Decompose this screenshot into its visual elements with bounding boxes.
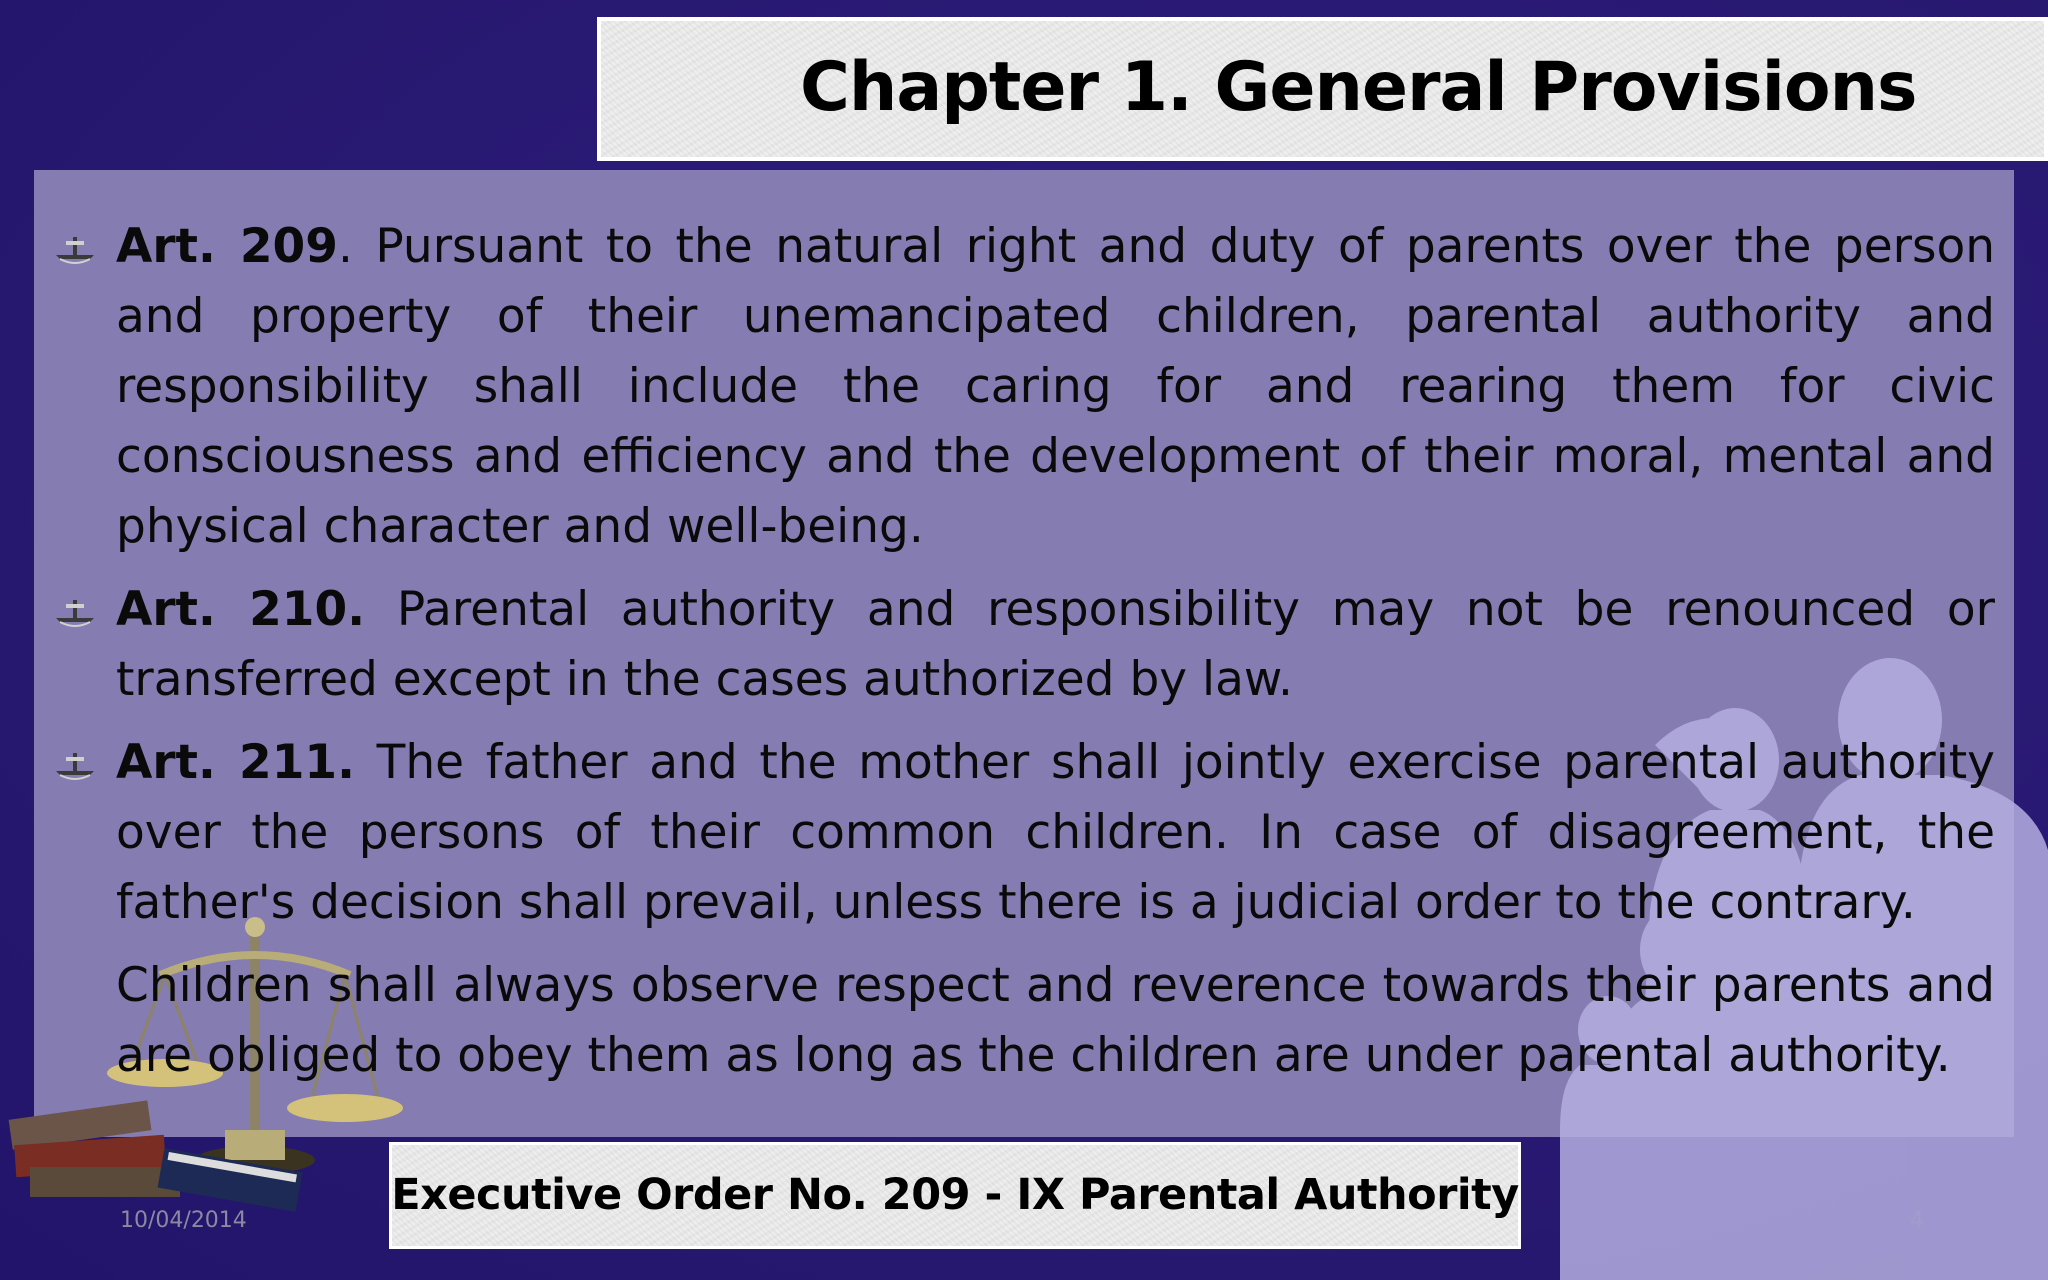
gavel-bullet-icon	[52, 747, 98, 785]
article-text: The father and the mother shall jointly exercise parental authority over the persons of their common children. In case of disagreement, the father's decision shall prevail, unless there is a judicial order to the contrary.	[116, 735, 1995, 930]
gavel-bullet-icon	[52, 231, 98, 269]
articles-list	[50, 212, 1995, 1104]
footer-title: Executive Order No. 209 - IX Parental Authority	[391, 1170, 1519, 1220]
slide-number: 4	[1910, 1208, 1924, 1233]
article-209	[50, 212, 1995, 562]
article-211	[50, 728, 1995, 938]
closing-paragraph: Children shall always observe respect and reverence towards their parents and are obliged to obey them as long as the children are under parental authority.	[116, 958, 1995, 1083]
slide-title: Chapter 1. General Provisions	[800, 48, 1917, 127]
gavel-bullet-icon	[52, 594, 98, 632]
article-210	[50, 575, 1995, 715]
slide-date: 10/04/2014	[120, 1208, 247, 1233]
article-label: Art. 211.	[116, 735, 355, 790]
article-text: . Pursuant to the natural right and duty of parents over the person and property of their unemancipated children, parental authority and responsibility shall include the caring for and rearing them for civic consciousness and efficiency and the development of their moral, mental and physical character and well-being.	[116, 219, 1995, 554]
article-label: Art. 210.	[116, 582, 366, 637]
article-label: Art. 209	[116, 219, 338, 274]
article-text: Parental authority and responsibility may not be renounced or transferred except in the cases authorized by law.	[116, 582, 1995, 707]
